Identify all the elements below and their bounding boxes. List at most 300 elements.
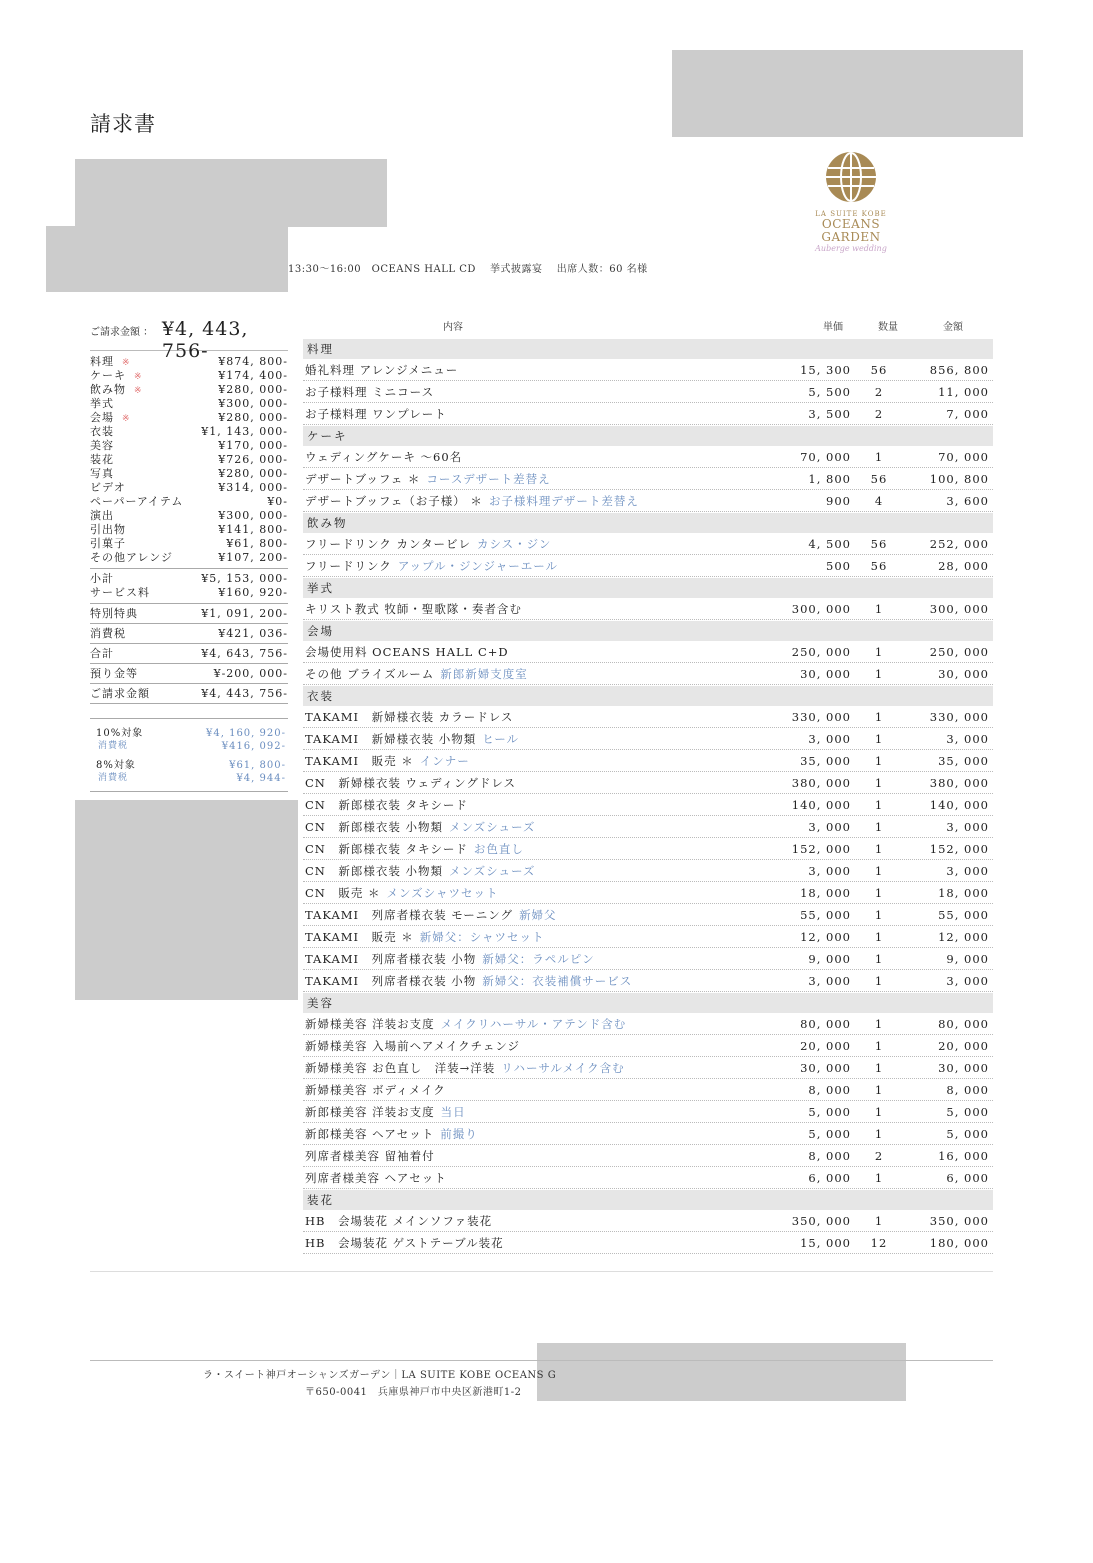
item-quantity: 1 — [874, 820, 884, 834]
tax-label: 消費税 — [90, 627, 126, 640]
item-quantity: 1 — [874, 450, 884, 464]
item-name — [303, 948, 741, 969]
item-unit-price: 3, 000 — [808, 732, 851, 746]
item-label: 新郎様美容 洋装お支度 — [305, 1105, 435, 1119]
item-name — [303, 1057, 741, 1078]
deposit-row — [90, 664, 288, 684]
redacted-block-top-right — [672, 50, 1023, 137]
category-row — [90, 439, 288, 453]
item-name — [303, 860, 741, 881]
sum-row — [90, 644, 288, 664]
header-name: 内容 — [443, 322, 463, 333]
table-row — [303, 706, 993, 728]
item-quantity: 56 — [870, 537, 888, 551]
item-name — [303, 1210, 741, 1231]
item-amount: 250, 000 — [929, 645, 989, 659]
reduced-tax-mark: ※ — [134, 386, 143, 396]
item-quantity: 4 — [874, 494, 884, 508]
item-label: HB 会場装花 メインソファ装花 — [305, 1214, 493, 1228]
item-unit-price: 3, 000 — [808, 974, 851, 988]
table-row — [303, 904, 993, 926]
item-name — [303, 1145, 741, 1166]
footer-address: 〒650-0041 兵庫県神戸市中央区新港町1-2 — [305, 1387, 522, 1398]
category-header: ケーキ — [303, 426, 993, 446]
item-name — [303, 1167, 741, 1188]
sum-label: 合計 — [90, 647, 114, 660]
table-row — [303, 359, 993, 381]
item-name — [303, 706, 741, 727]
item-note: 新郎新婦支度室 — [440, 667, 528, 681]
item-amount: 856, 800 — [929, 363, 989, 377]
tax8-sub-label: 消費税 — [98, 773, 129, 783]
item-amount: 300, 000 — [929, 602, 989, 616]
billed-label: ご請求金額 — [90, 687, 150, 700]
category-name: 写真 — [90, 467, 114, 480]
category-name: ビデオ — [90, 481, 126, 494]
tax8-label: 8%対象 — [96, 760, 136, 771]
item-note: インナー — [419, 754, 470, 768]
table-row — [303, 882, 993, 904]
item-name — [303, 970, 741, 991]
item-name — [303, 598, 741, 619]
item-quantity: 1 — [874, 952, 884, 966]
category-label — [90, 411, 131, 425]
category-header: 挙式 — [303, 578, 993, 598]
item-name — [303, 555, 741, 576]
category-name: 衣装 — [90, 425, 114, 438]
item-unit-price: 8, 000 — [808, 1149, 851, 1163]
item-unit-price: 9, 000 — [808, 952, 851, 966]
item-label: TAKAMI 新婦様衣装 小物類 — [305, 732, 477, 746]
item-amount: 3, 000 — [946, 820, 989, 834]
item-note: アップル・ジンジャーエール — [397, 559, 559, 573]
table-row — [303, 1035, 993, 1057]
item-quantity: 1 — [874, 667, 884, 681]
reduced-tax-mark: ※ — [122, 358, 131, 368]
category-label — [90, 481, 126, 495]
item-label: 列席者様美容 留袖着付 — [305, 1149, 435, 1163]
item-label: CN 新郎様衣装 小物類 — [305, 820, 444, 834]
category-label — [90, 369, 143, 383]
item-unit-price: 55, 000 — [800, 908, 851, 922]
category-name: 装花 — [90, 453, 114, 466]
category-label — [90, 509, 114, 523]
category-label — [90, 383, 143, 397]
item-unit-price: 380, 000 — [791, 776, 851, 790]
item-unit-price: 140, 000 — [791, 798, 851, 812]
category-value: ¥170, 000- — [218, 439, 288, 452]
item-unit-price: 20, 000 — [800, 1039, 851, 1053]
item-amount: 7, 000 — [946, 407, 989, 421]
category-name: 会場 — [90, 411, 114, 424]
category-name: ペーパーアイテム — [90, 495, 184, 508]
redacted-block-left-middle — [75, 800, 298, 1000]
item-quantity: 1 — [874, 732, 884, 746]
item-label: 新婦様美容 ボディメイク — [305, 1083, 446, 1097]
total-billed-label: ご請求金額 ： — [90, 327, 154, 338]
category-value: ¥107, 200- — [218, 551, 288, 564]
table-body — [303, 339, 993, 1254]
category-row — [90, 523, 288, 537]
special-value: ¥1, 091, 200- — [201, 607, 288, 620]
item-unit-price: 35, 000 — [800, 754, 851, 768]
table-row — [303, 381, 993, 403]
item-quantity: 2 — [874, 385, 884, 399]
item-unit-price: 3, 000 — [808, 864, 851, 878]
category-value: ¥0- — [267, 495, 288, 508]
item-quantity: 1 — [874, 776, 884, 790]
category-label — [90, 523, 126, 537]
item-unit-price: 1, 800 — [808, 472, 851, 486]
item-quantity: 1 — [874, 1083, 884, 1097]
item-label: 新郎様美容 ヘアセット — [305, 1127, 435, 1141]
item-label: 新婦様美容 お色直し 洋装→洋装 — [305, 1061, 496, 1075]
item-label: CN 新郎様衣装 タキシード — [305, 842, 468, 856]
billed-value: ¥4, 443, 756- — [201, 687, 288, 700]
item-amount: 30, 000 — [938, 1061, 989, 1075]
item-name — [303, 468, 741, 489]
category-name: その他アレンジ — [90, 551, 174, 564]
tax-breakdown — [90, 718, 288, 792]
item-unit-price: 152, 000 — [791, 842, 851, 856]
tax10-value: ¥4, 160, 920- — [206, 728, 286, 739]
table-row — [303, 750, 993, 772]
category-value: ¥280, 000- — [218, 383, 288, 396]
divider-footer — [90, 1360, 993, 1361]
table-row — [303, 1123, 993, 1145]
item-note: 前撮り — [440, 1127, 478, 1141]
category-subtotals — [90, 350, 288, 565]
item-note: カシス・ジン — [477, 537, 552, 551]
item-note: 新婦父 — [519, 908, 557, 922]
item-amount: 28, 000 — [938, 559, 989, 573]
category-label — [90, 439, 114, 453]
footer-company: ラ・スイート神戸オーシャンズガーデン｜LA SUITE KOBE OCEANS G — [203, 1370, 557, 1381]
table-row — [303, 1013, 993, 1035]
item-amount: 3, 000 — [946, 864, 989, 878]
category-value: ¥874, 800- — [218, 355, 288, 368]
item-quantity: 56 — [870, 472, 888, 486]
item-name — [303, 1232, 741, 1253]
category-value: ¥61, 800- — [226, 537, 288, 550]
table-row — [303, 1057, 993, 1079]
table-row — [303, 772, 993, 794]
item-amount: 100, 800 — [929, 472, 989, 486]
category-name: 演出 — [90, 509, 114, 522]
item-name — [303, 838, 741, 859]
item-name — [303, 772, 741, 793]
category-value: ¥174, 400- — [218, 369, 288, 382]
table-row — [303, 926, 993, 948]
category-name: 引出物 — [90, 523, 126, 536]
item-quantity: 1 — [874, 1105, 884, 1119]
item-name — [303, 816, 741, 837]
category-header: 衣装 — [303, 686, 993, 706]
item-quantity: 1 — [874, 930, 884, 944]
item-amount: 8, 000 — [946, 1083, 989, 1097]
tax10-row — [96, 727, 286, 740]
item-quantity: 1 — [874, 1214, 884, 1228]
tax8-value: ¥61, 800- — [229, 760, 286, 771]
item-amount: 80, 000 — [938, 1017, 989, 1031]
item-unit-price: 300, 000 — [791, 602, 851, 616]
redacted-block-footer — [537, 1343, 906, 1401]
category-label — [90, 467, 114, 481]
item-label: CN 新郎様衣装 タキシード — [305, 798, 468, 812]
tax8-sub-value: ¥4, 944- — [236, 773, 286, 784]
item-amount: 5, 000 — [946, 1127, 989, 1141]
item-name — [303, 446, 741, 467]
item-amount: 6, 000 — [946, 1171, 989, 1185]
item-name — [303, 533, 741, 554]
item-amount: 9, 000 — [946, 952, 989, 966]
item-amount: 30, 000 — [938, 667, 989, 681]
header-unit: 単価 — [823, 322, 843, 333]
special-label: 特別特典 — [90, 607, 138, 620]
category-row — [90, 495, 288, 509]
category-label — [90, 537, 126, 551]
category-value: ¥280, 000- — [218, 411, 288, 424]
item-label: CN 新郎様衣装 小物類 — [305, 864, 444, 878]
category-name: 挙式 — [90, 397, 114, 410]
category-header: 飲み物 — [303, 513, 993, 533]
item-amount: 350, 000 — [929, 1214, 989, 1228]
category-row — [90, 425, 288, 439]
item-name — [303, 403, 741, 424]
table-row — [303, 641, 993, 663]
subtotal-group — [90, 568, 288, 600]
category-label — [90, 551, 173, 565]
document-title: 請求書 — [90, 112, 156, 136]
category-header: 料理 — [303, 339, 993, 359]
item-amount: 380, 000 — [929, 776, 989, 790]
item-name — [303, 750, 741, 771]
category-value: ¥300, 000- — [218, 509, 288, 522]
item-unit-price: 3, 000 — [808, 820, 851, 834]
reduced-tax-mark: ※ — [122, 414, 131, 424]
item-name — [303, 359, 741, 380]
item-quantity: 12 — [870, 1236, 888, 1250]
item-amount: 16, 000 — [938, 1149, 989, 1163]
redacted-block-recipient — [75, 159, 387, 227]
item-note: 当日 — [440, 1105, 466, 1119]
item-quantity: 56 — [870, 363, 888, 377]
globe-logo-icon — [824, 150, 878, 204]
item-unit-price: 18, 000 — [800, 886, 851, 900]
item-unit-price: 5, 500 — [808, 385, 851, 399]
billing-summary — [90, 318, 288, 792]
category-row — [90, 467, 288, 481]
item-quantity: 1 — [874, 842, 884, 856]
table-row — [303, 663, 993, 685]
item-amount: 20, 000 — [938, 1039, 989, 1053]
deposit-label: 預り金等 — [90, 667, 138, 680]
header-amount: 金額 — [943, 322, 963, 333]
item-unit-price: 8, 000 — [808, 1083, 851, 1097]
item-name — [303, 926, 741, 947]
item-amount: 55, 000 — [938, 908, 989, 922]
item-label: 会場使用料 OCEANS HALL C+D — [305, 645, 509, 659]
item-quantity: 56 — [870, 559, 888, 573]
item-label: フリードリンク — [305, 559, 392, 573]
category-row — [90, 411, 288, 425]
item-quantity: 1 — [874, 1061, 884, 1075]
category-row — [90, 383, 288, 397]
item-unit-price: 900 — [826, 494, 851, 508]
item-name — [303, 728, 741, 749]
item-unit-price: 12, 000 — [800, 930, 851, 944]
item-unit-price: 5, 000 — [808, 1105, 851, 1119]
item-unit-price: 15, 300 — [800, 363, 851, 377]
totals-group — [90, 603, 288, 704]
item-quantity: 1 — [874, 754, 884, 768]
category-name: ケーキ — [90, 369, 126, 382]
category-row — [90, 369, 288, 383]
item-name — [303, 663, 741, 684]
item-unit-price: 6, 000 — [808, 1171, 851, 1185]
item-quantity: 1 — [874, 1127, 884, 1141]
item-unit-price: 30, 000 — [800, 1061, 851, 1075]
redacted-block-date — [46, 226, 288, 292]
table-header — [303, 318, 993, 338]
item-name — [303, 1079, 741, 1100]
category-name: 料理 — [90, 355, 114, 368]
item-quantity: 1 — [874, 908, 884, 922]
item-name — [303, 1013, 741, 1034]
item-label: お子様料理 ワンプレート — [305, 407, 447, 421]
item-amount: 3, 000 — [946, 732, 989, 746]
item-name — [303, 1035, 741, 1056]
tax10-label: 10%対象 — [96, 728, 144, 739]
item-label: ウェディングケーキ 〜60名 — [305, 450, 463, 464]
table-row — [303, 468, 993, 490]
subtotal-value: ¥5, 153, 000- — [201, 572, 288, 585]
item-note: お色直し — [473, 842, 524, 856]
item-amount: 18, 000 — [938, 886, 989, 900]
service-label: サービス料 — [90, 586, 150, 599]
item-name — [303, 490, 741, 511]
item-name — [303, 882, 741, 903]
special-row — [90, 604, 288, 624]
item-label: 新婦様美容 入場前ヘアメイクチェンジ — [305, 1039, 521, 1053]
category-header: 会場 — [303, 621, 993, 641]
table-row — [303, 970, 993, 992]
deposit-value: ¥-200, 000- — [213, 667, 288, 680]
logo-small-text: LA SUITE KOBE — [815, 210, 887, 218]
item-label: TAKAMI 販売 ＊ — [305, 754, 414, 768]
logo-tagline: Auberge wedding — [815, 244, 887, 254]
item-amount: 3, 000 — [946, 974, 989, 988]
item-amount: 35, 000 — [938, 754, 989, 768]
item-note: 新婦父：ラペルピン — [482, 952, 595, 966]
table-row — [303, 598, 993, 620]
table-row — [303, 555, 993, 577]
category-label — [90, 495, 183, 509]
item-note: メンズシューズ — [449, 820, 536, 834]
service-row — [90, 586, 288, 600]
item-amount: 11, 000 — [938, 385, 989, 399]
table-row — [303, 403, 993, 425]
item-quantity: 2 — [874, 407, 884, 421]
tax10-sub-label: 消費税 — [98, 741, 129, 751]
table-row — [303, 446, 993, 468]
item-amount: 330, 000 — [929, 710, 989, 724]
item-label: デザートブッフェ ＊ — [305, 472, 421, 486]
table-row — [303, 794, 993, 816]
item-unit-price: 70, 000 — [800, 450, 851, 464]
service-value: ¥160, 920- — [218, 586, 288, 599]
table-row — [303, 1232, 993, 1254]
tax10-sub-value: ¥416, 092- — [221, 741, 286, 752]
item-quantity: 1 — [874, 602, 884, 616]
item-name — [303, 381, 741, 402]
category-row — [90, 551, 288, 565]
item-amount: 5, 000 — [946, 1105, 989, 1119]
category-label — [90, 397, 114, 411]
item-quantity: 2 — [874, 1149, 884, 1163]
item-unit-price: 30, 000 — [800, 667, 851, 681]
item-note: メンズシューズ — [449, 864, 536, 878]
item-name — [303, 641, 741, 662]
item-label: 婚礼料理 アレンジメニュー — [305, 363, 459, 377]
item-label: デザートブッフェ（お子様） ＊ — [305, 494, 483, 508]
category-label — [90, 453, 114, 467]
category-value: ¥314, 000- — [218, 481, 288, 494]
category-label — [90, 355, 131, 369]
category-label — [90, 425, 114, 439]
tax10-sub-row — [96, 740, 286, 753]
item-label: 新婦様美容 洋装お支度 — [305, 1017, 435, 1031]
item-label: TAKAMI 販売 ＊ — [305, 930, 414, 944]
item-quantity: 1 — [874, 974, 884, 988]
item-unit-price: 350, 000 — [791, 1214, 851, 1228]
category-row — [90, 453, 288, 467]
item-label: TAKAMI 新婦様衣装 カラードレス — [305, 710, 514, 724]
reduced-tax-mark: ※ — [134, 372, 143, 382]
item-label: CN 販売 ＊ — [305, 886, 381, 900]
category-row — [90, 509, 288, 523]
item-label: TAKAMI 列席者様衣装 小物 — [305, 952, 477, 966]
item-name — [303, 1101, 741, 1122]
event-info: 13:30〜16:00 OCEANS HALL CD 挙式披露宴 出席人数：60 名様 — [288, 264, 648, 275]
item-name — [303, 794, 741, 815]
item-note: 新婦父：シャツセット — [419, 930, 545, 944]
item-unit-price: 4, 500 — [808, 537, 851, 551]
item-name — [303, 904, 741, 925]
item-note: コースデザート差替え — [426, 472, 551, 486]
item-amount: 70, 000 — [938, 450, 989, 464]
item-name — [303, 1123, 741, 1144]
item-label: フリードリンク カンタービレ — [305, 537, 472, 551]
table-row — [303, 728, 993, 750]
category-value: ¥141, 800- — [218, 523, 288, 536]
item-unit-price: 330, 000 — [791, 710, 851, 724]
item-amount: 140, 000 — [929, 798, 989, 812]
item-label: キリスト教式 牧師・聖歌隊・奏者含む — [305, 602, 522, 616]
divider-bottom — [90, 1271, 993, 1272]
item-note: お子様料理デザート差替え — [488, 494, 639, 508]
item-quantity: 1 — [874, 798, 884, 812]
category-row — [90, 481, 288, 495]
tax8-sub-row — [96, 772, 286, 785]
item-note: ヒール — [482, 732, 520, 746]
item-quantity: 1 — [874, 710, 884, 724]
item-unit-price: 250, 000 — [791, 645, 851, 659]
table-row — [303, 1079, 993, 1101]
table-row — [303, 1145, 993, 1167]
item-unit-price: 500 — [826, 559, 851, 573]
item-quantity: 1 — [874, 886, 884, 900]
